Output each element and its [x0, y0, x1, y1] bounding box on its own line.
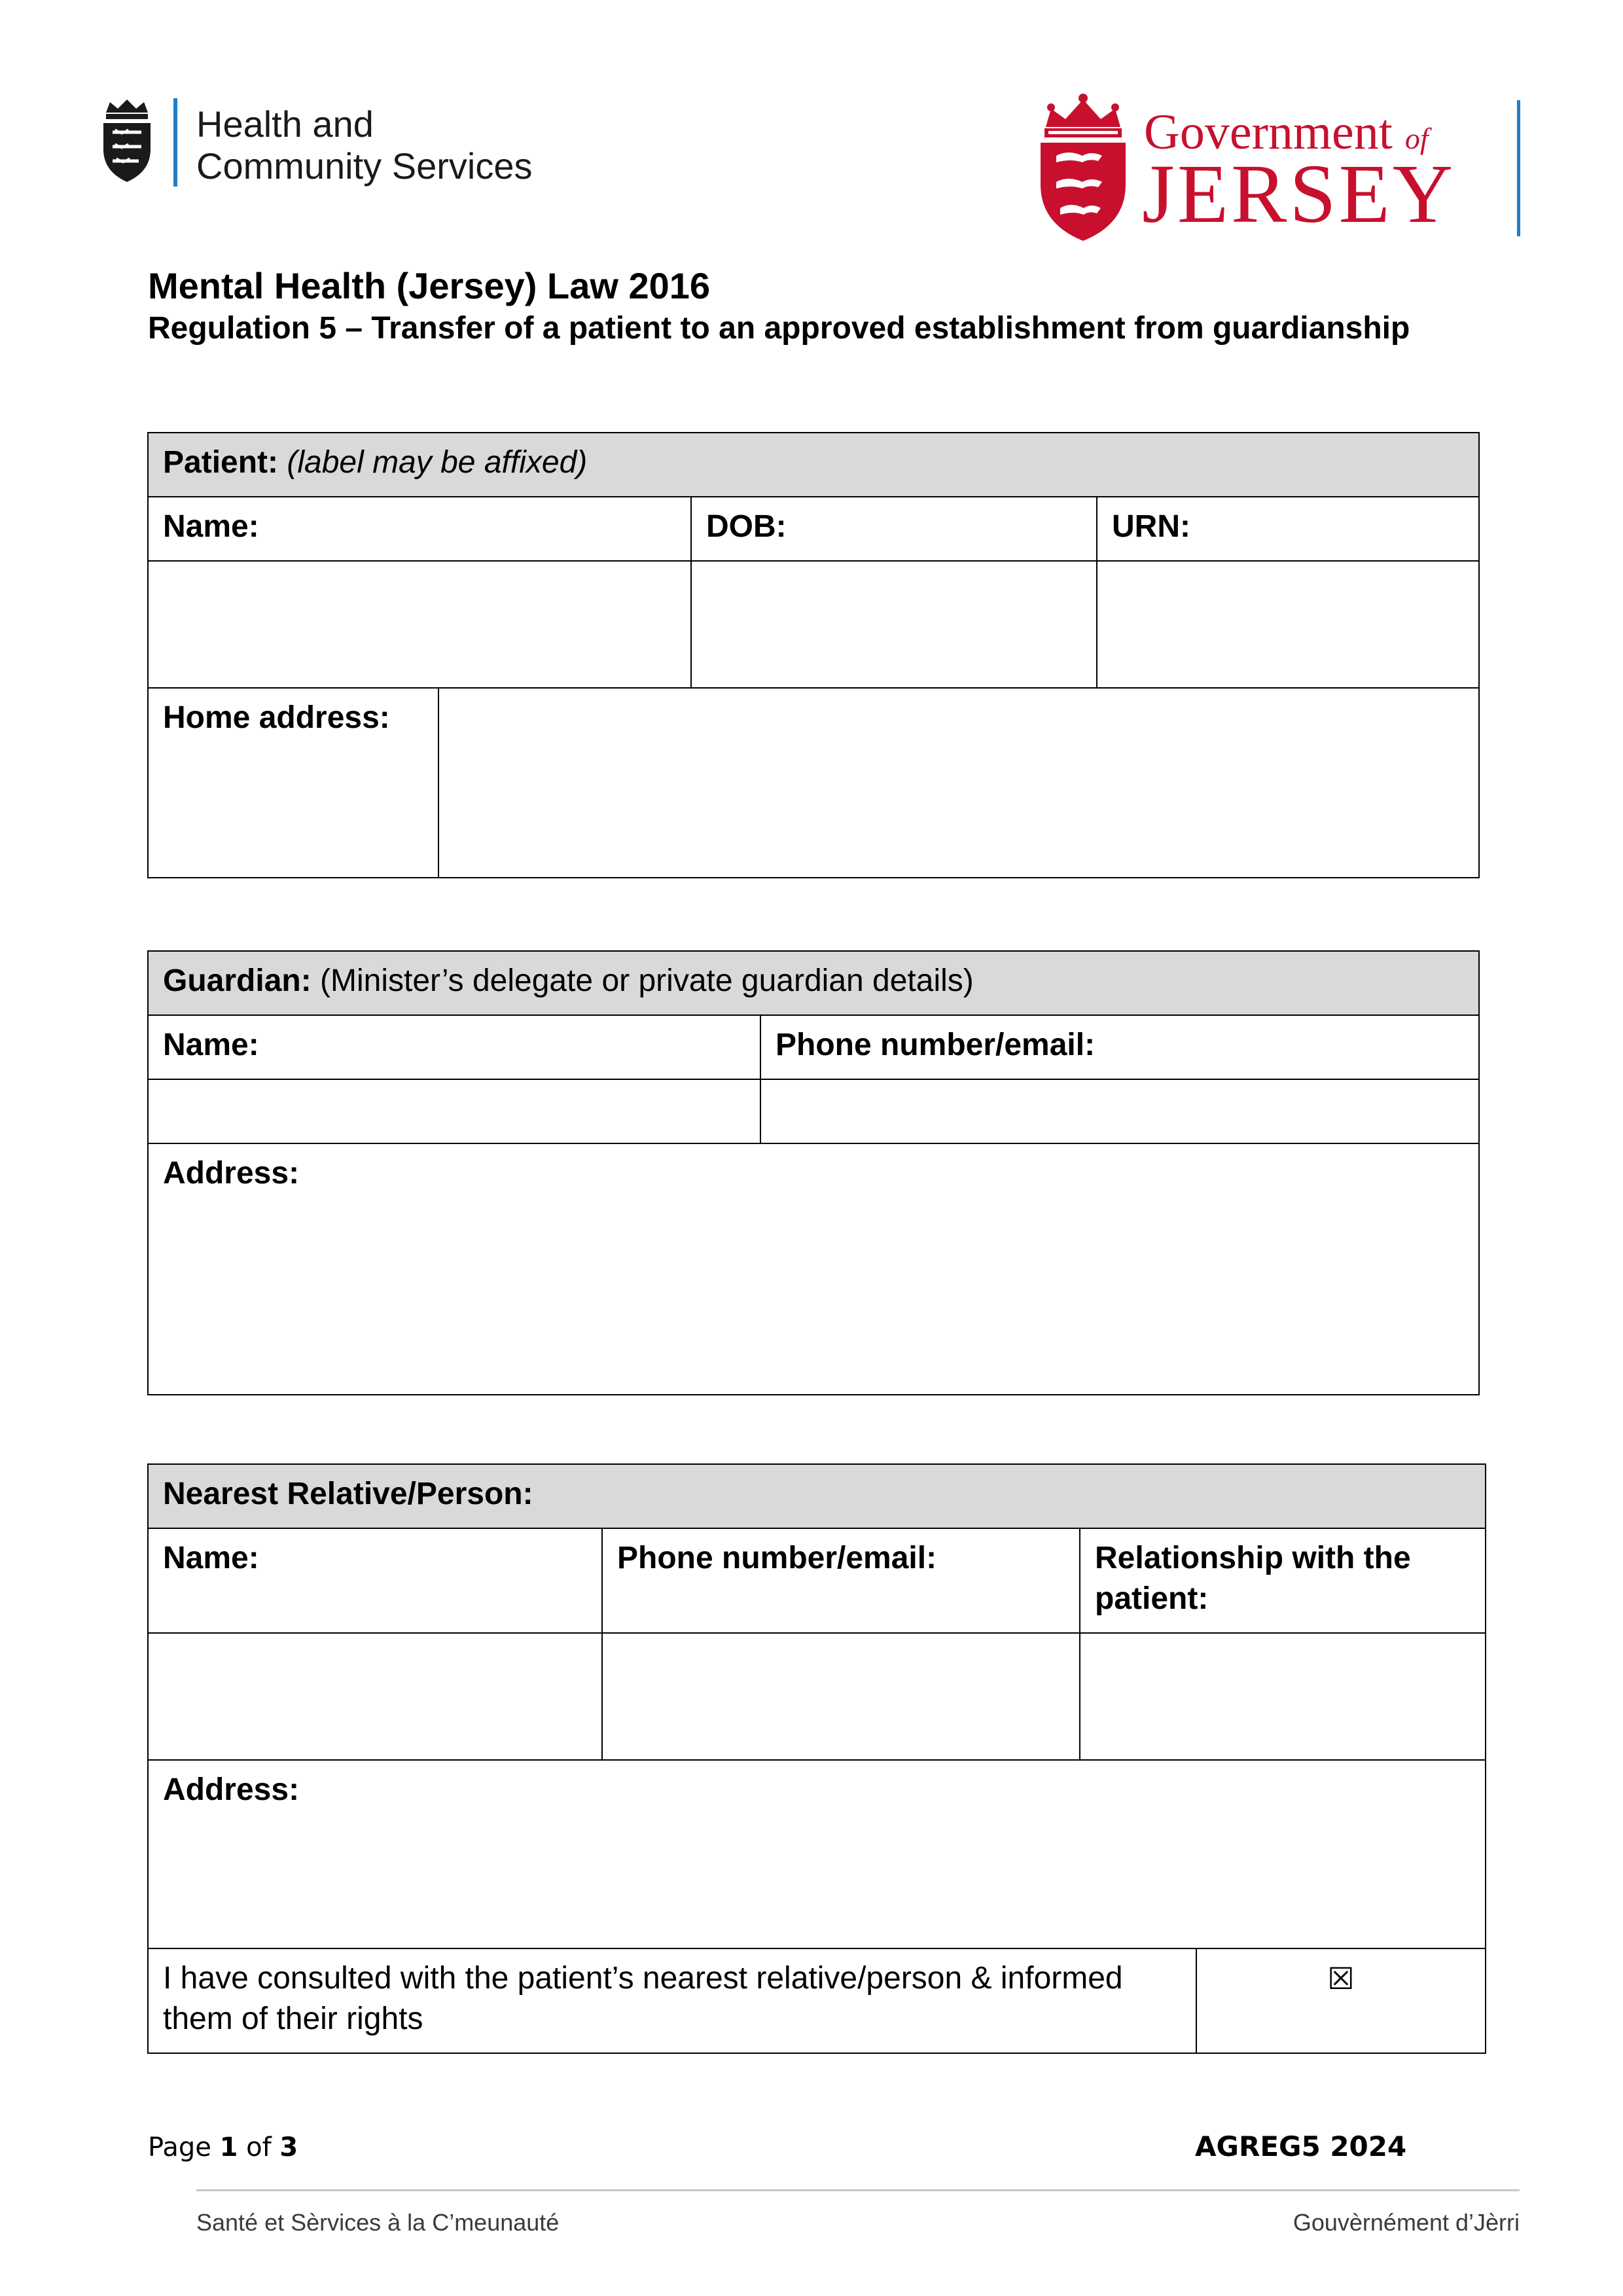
patient-name-label: Name:: [148, 497, 691, 561]
form-subtitle: Regulation 5 – Transfer of a patient to an approved establishment from guardianship: [148, 311, 1410, 346]
guardian-heading: Guardian:: [163, 963, 312, 998]
footer-left-text: Santé et Sèrvices à la C’meunauté: [196, 2209, 560, 2236]
page-number: Page 1 of 3: [148, 2132, 298, 2162]
consent-checkbox[interactable]: ☒: [1327, 1961, 1355, 1996]
patient-address-field[interactable]: [438, 688, 1479, 878]
hcs-crest-logo: [99, 98, 154, 185]
guardian-address-field[interactable]: [148, 1143, 1479, 1395]
guardian-contact-label: Phone number/email:: [760, 1015, 1479, 1079]
relative-contact-label: Phone number/email:: [602, 1528, 1080, 1633]
relative-contact-field[interactable]: [602, 1633, 1080, 1760]
relative-address-label: Address:: [163, 1772, 300, 1807]
guardian-section-header: [148, 951, 1479, 1015]
document-code: AGREG5 2024: [1195, 2130, 1407, 2162]
footer-divider: [196, 2189, 1520, 2191]
guardian-name-field[interactable]: [148, 1079, 760, 1143]
patient-name-field[interactable]: [148, 561, 691, 688]
consent-statement: I have consulted with the patient’s nearest relative/person & informed them of their rights: [148, 1948, 1196, 2053]
patient-dob-label: DOB:: [691, 497, 1097, 561]
patient-heading: Patient:: [163, 445, 279, 480]
nearest-relative-section: [147, 1463, 1486, 2054]
hcs-name-line2: Community Services: [196, 145, 533, 187]
gov-wordmark-of: of: [1404, 122, 1429, 155]
guardian-contact-field[interactable]: [760, 1079, 1479, 1143]
relative-relationship-field[interactable]: [1080, 1633, 1486, 1760]
consent-checkbox-cell[interactable]: [1196, 1948, 1486, 2053]
page-total: 3: [279, 2132, 298, 2162]
guardian-section: [147, 950, 1480, 1395]
gov-jersey-crest-logo: [1034, 93, 1132, 243]
page-current: 1: [219, 2132, 238, 2162]
patient-section: [147, 432, 1480, 878]
patient-section-header: [148, 433, 1479, 497]
hcs-name-line1: Health and: [196, 103, 374, 145]
gov-wordmark-jersey: JERSEY: [1142, 147, 1456, 240]
patient-heading-note: (label may be affixed): [287, 445, 588, 480]
guardian-address-label: Address:: [163, 1156, 300, 1191]
relative-address-field[interactable]: [148, 1760, 1486, 1948]
guardian-heading-note: (Minister’s delegate or private guardian details): [320, 963, 974, 998]
form-title: Mental Health (Jersey) Law 2016: [148, 265, 711, 306]
patient-urn-field[interactable]: [1097, 561, 1479, 688]
relative-section-header: Nearest Relative/Person:: [148, 1464, 1486, 1528]
gov-wordmark-government: Government of: [1144, 105, 1429, 160]
footer-right-text: Gouvèrnément d’Jèrri: [1293, 2209, 1520, 2236]
patient-urn-label: URN:: [1097, 497, 1479, 561]
patient-address-label: Home address:: [148, 688, 438, 878]
relative-name-field[interactable]: [148, 1633, 602, 1760]
guardian-name-label: Name:: [148, 1015, 760, 1079]
relative-name-label: Name:: [148, 1528, 602, 1633]
hcs-divider-bar: [173, 98, 177, 187]
patient-dob-field[interactable]: [691, 561, 1097, 688]
gov-divider-bar: [1517, 100, 1520, 236]
relative-relationship-label: Relationship with the patient:: [1080, 1528, 1486, 1633]
